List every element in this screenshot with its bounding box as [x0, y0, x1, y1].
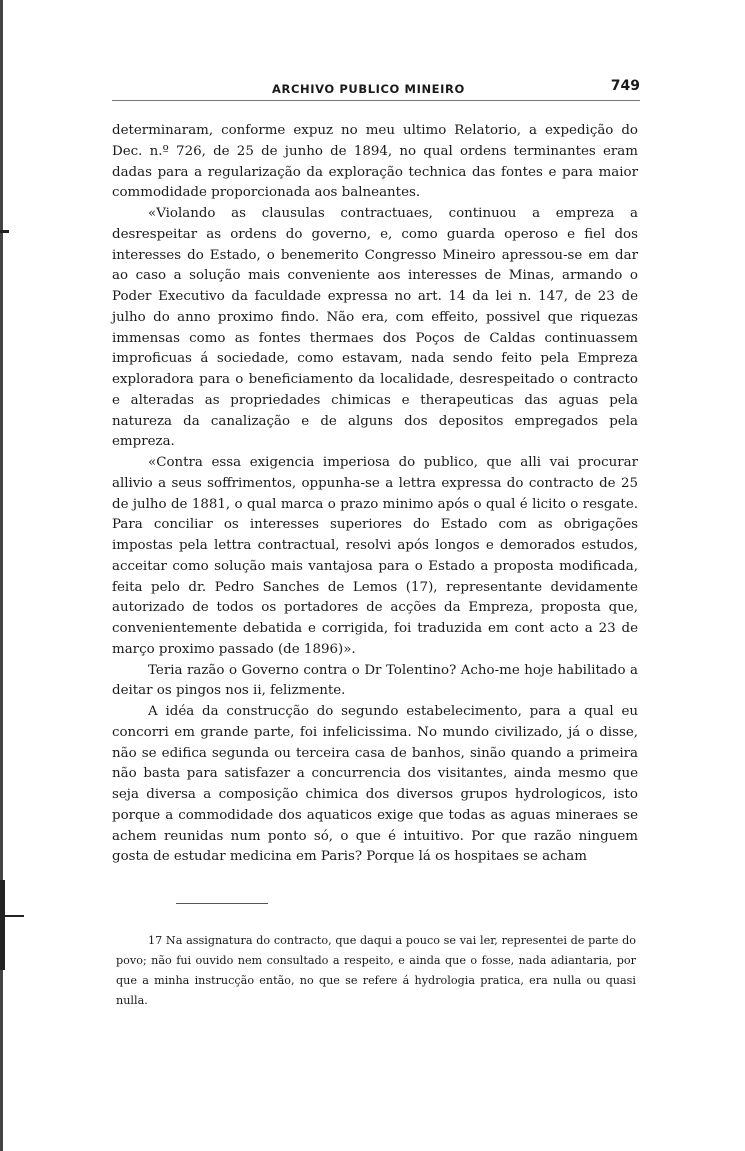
paragraph: Teria razão o Governo contra o Dr Tolentino? Acho-me hoje habilitado a deitar os pingos nos ii, felizmente.	[112, 662, 638, 699]
binding-mark	[0, 230, 9, 233]
footnote: 17 Na assignatura do contracto, que daqui a pouco se vai ler, representei de parte do povo; não fui ouvido nem consultado a respeito, e ainda que o fosse, nada adiantaria, por que a minha instrucção então, no que se refere á hydrologia pratica, era nulla ou quasi nulla.	[116, 934, 636, 1007]
page-number: 749	[610, 78, 640, 94]
running-head	[112, 78, 640, 98]
paragraph: A idéa da construcção do segundo estabelecimento, para a qual eu concorri em grande parte, foi infelicissima. No mundo civilizado, já o disse, não se edifica segunda ou terceira casa de banhos, sinão quando a primeira não basta para satisfazer a concurrencia dos visitantes, ainda mesmo que seja diversa a composição chimica dos diversos grupos hydrologicos, isto porque a commodidade dos aquaticos exige que todas as aguas mineraes se achem reunidas num ponto só, o que é intuitivo. Por que razão ninguem gosta de estudar medicina em Paris? Porque lá os hospitaes se acham	[112, 704, 638, 865]
paragraph: «Violando as clausulas contractuaes, continuou a empreza a desrespeitar as ordens do governo, e, como guarda operoso e fiel dos interesses do Estado, o benemerito Congresso Mineiro apressou-se em dar ao caso a solução mais conveniente aos interesses de Minas, armando o Poder Executivo da faculdade expressa no art. 14 da lei n. 147, de 23 de julho do anno proximo findo. Não era, com effeito, possivel que riquezas immensas como as fontes thermaes dos Poços de Caldas continuassem improficuas á sociedade, como estavam, nada sendo feito pela Empreza exploradora para o beneficiamento da localidade, desrespeitado o contracto e alteradas as propriedades chimicas e therapeuticas das aguas pela natureza da canalização e de alguns dos depositos empregados pela empreza.	[112, 206, 638, 450]
paragraph: «Contra essa exigencia imperiosa do publico, que alli vai procurar allivio a seus soffrimentos, oppunha-se a lettra expressa do contracto de 25 de julho de 1881, o qual marca o prazo minimo após o qual é licito o resgate. Para conciliar os interesses superiores do Estado com as obrigações impostas pela lettra contractual, resolvi após longos e demorados estudos, acceitar como solução mais vantajosa para o Estado a proposta modificada, feita pelo dr. Pedro Sanches de Lemos (17), representante devidamente autorizado de todos os portadores de acções da Empreza, proposta que, convenientemente debatida e corrigida, foi traduzida em cont acto a 23 de março proximo passado (de 1896)».	[112, 455, 638, 657]
footnotes	[116, 931, 636, 1011]
header-rule	[112, 100, 640, 101]
running-title: ARCHIVO PUBLICO MINEIRO	[272, 82, 465, 96]
body-text	[112, 121, 638, 868]
footnote-rule	[176, 903, 268, 904]
binding-mark	[0, 880, 5, 970]
paragraph: determinaram, conforme expuz no meu ultimo Relatorio, a expedição do Dec. n.º 726, de 25 de junho de 1894, no qual ordens terminantes eram dadas para a regularização da exploração technica das fontes e para maior commodidade proporcionada aos balneantes.	[112, 123, 638, 201]
page-left-edge	[0, 0, 3, 1151]
